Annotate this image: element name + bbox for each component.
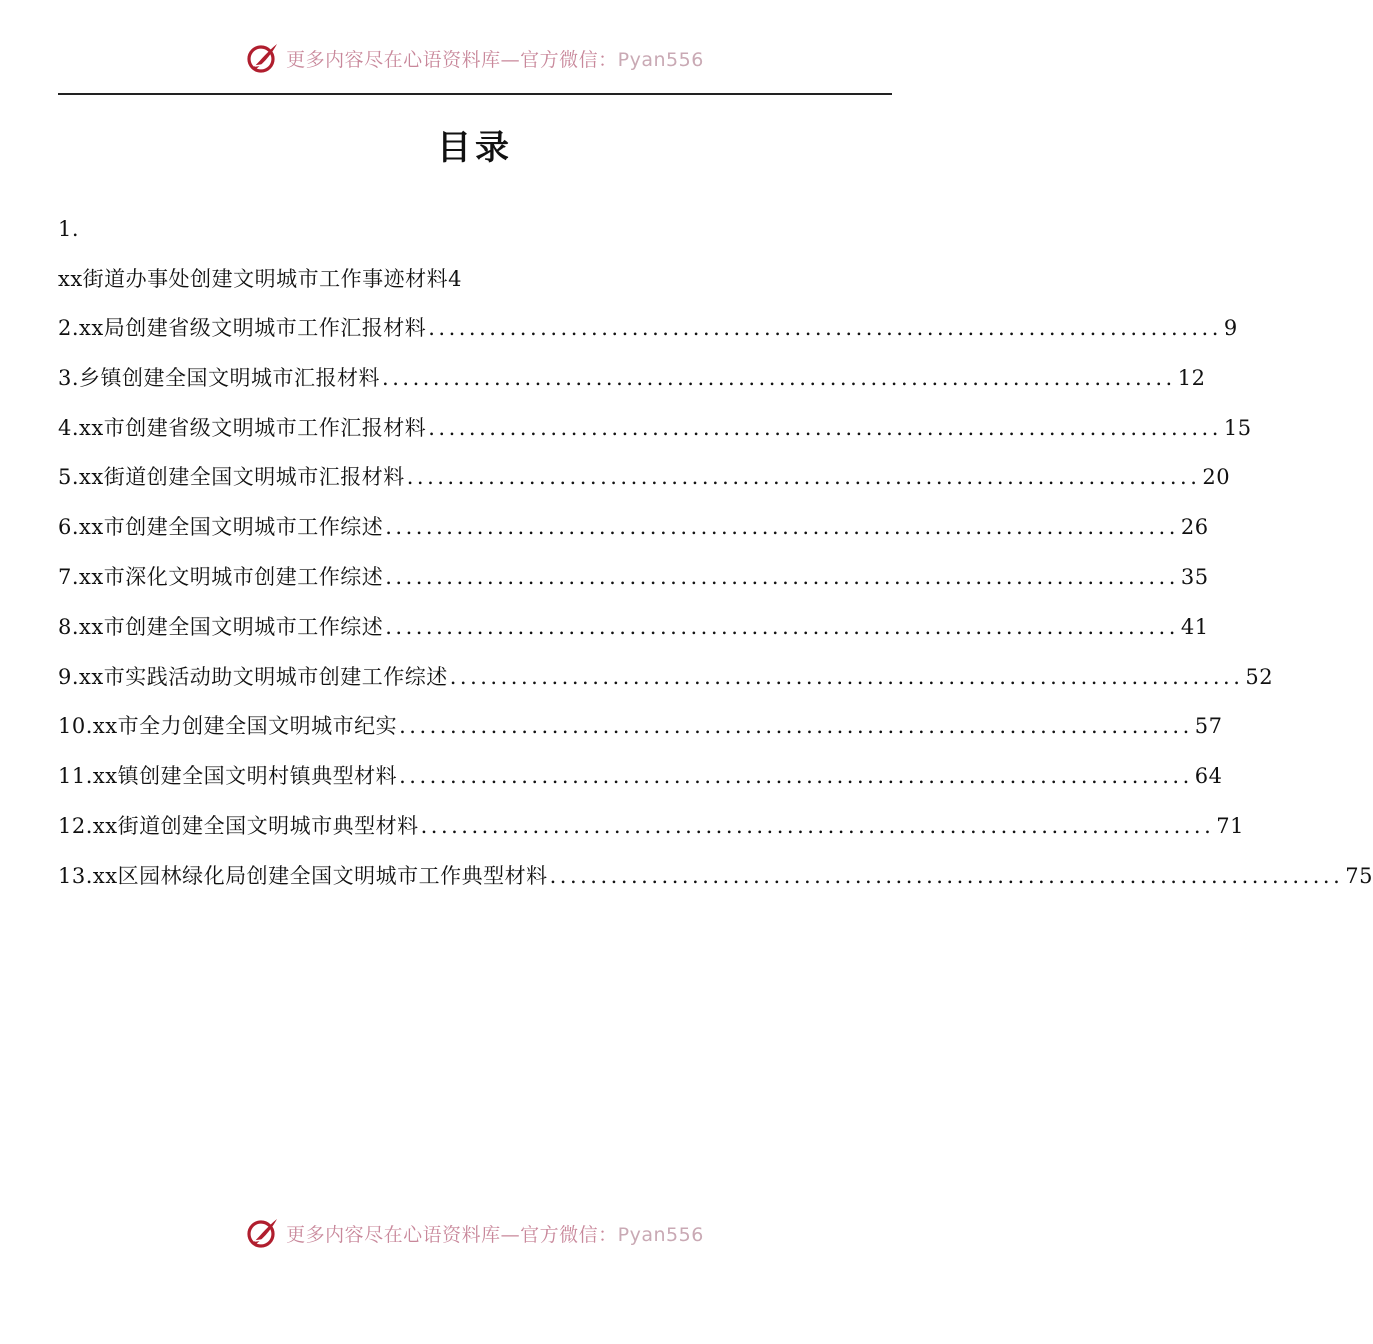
dot-leader: .............................................................................. — [399, 764, 1193, 789]
toc-entry[interactable] — [58, 404, 1252, 454]
quill-logo-icon — [246, 1216, 280, 1250]
toc-entry-page: 20 — [1202, 465, 1231, 490]
dot-leader: .............................................................................. — [385, 515, 1179, 540]
dot-leader: .............................................................................. — [428, 415, 1222, 440]
dot-leader: .............................................................................. — [385, 564, 1179, 589]
dot-leader: .............................................................................. — [549, 863, 1344, 888]
toc-entry-label: 3.乡镇创建全国文明城市汇报材料 — [58, 365, 381, 390]
page-title: 目录 — [437, 128, 513, 168]
toc-entry-label: 10.xx市全力创建全国文明城市纪实 — [58, 714, 398, 739]
toc-entry[interactable] — [58, 603, 1209, 653]
wechat-id: Pyan556 — [617, 1223, 704, 1246]
dot-leader: .............................................................................. — [399, 714, 1193, 739]
toc-entry-label: 9.xx市实践活动助文明城市创建工作综述 — [58, 664, 448, 689]
dot-leader: .............................................................................. — [420, 813, 1215, 838]
toc-entry-label: 6.xx市创建全国文明城市工作综述 — [58, 515, 384, 540]
footer-banner — [0, 1211, 950, 1255]
toc-entry[interactable] — [58, 702, 1223, 752]
toc-entry-label: 11.xx镇创建全国文明村镇典型材料 — [58, 764, 398, 789]
toc-entry[interactable] — [58, 752, 1223, 802]
dot-leader: .............................................................................. — [449, 664, 1244, 689]
dot-leader: .............................................................................. — [385, 614, 1179, 639]
toc-entry-label: 12.xx街道创建全国文明城市典型材料 — [58, 813, 419, 838]
toc-entry-page: 57 — [1194, 714, 1223, 739]
header-rule — [58, 93, 892, 95]
toc-entry[interactable] — [58, 852, 1373, 902]
toc-entry-page: 75 — [1345, 863, 1373, 888]
toc-entry[interactable] — [58, 453, 1231, 503]
dot-leader: .............................................................................. — [406, 465, 1201, 490]
header-banner-text: 更多内容尽在心语资料库—官方微信：Pyan556 — [286, 48, 704, 71]
toc-entry[interactable] — [58, 802, 1245, 852]
toc-entry-label: 2.xx局创建省级文明城市工作汇报材料 — [58, 316, 427, 340]
footer-banner-text: 更多内容尽在心语资料库—官方微信：Pyan556 — [286, 1223, 704, 1246]
toc-entry-label: 5.xx街道创建全国文明城市汇报材料 — [58, 465, 405, 490]
toc-entry[interactable] — [58, 653, 1274, 703]
toc-entry-page: 71 — [1216, 813, 1245, 838]
toc-entry-page: 9 — [1223, 316, 1238, 340]
header-banner — [0, 36, 950, 80]
toc-entry-label: 7.xx市深化文明城市创建工作综述 — [58, 564, 384, 589]
toc-entry-page: 52 — [1245, 664, 1274, 689]
toc-entry-page: 35 — [1180, 564, 1209, 589]
toc-entry[interactable] — [58, 553, 1209, 603]
table-of-contents — [58, 205, 1373, 902]
toc-entry-label: 8.xx市创建全国文明城市工作综述 — [58, 614, 384, 639]
toc-entry-label: 13.xx区园林绿化局创建全国文明城市工作典型材料 — [58, 863, 548, 888]
toc-entry-label: 4.xx市创建省级文明城市工作汇报材料 — [58, 415, 427, 440]
toc-entry-page: 26 — [1180, 515, 1209, 540]
dot-leader: .............................................................................. — [428, 316, 1222, 340]
toc-first-entry-number[interactable]: 1. — [58, 217, 80, 241]
toc-entry-page: 12 — [1177, 365, 1206, 390]
toc-entry[interactable] — [58, 304, 1238, 354]
dot-leader: .............................................................................. — [382, 365, 1176, 390]
toc-entry[interactable] — [58, 503, 1209, 553]
toc-entry-page: 64 — [1194, 764, 1223, 789]
toc-entry-page: 41 — [1180, 614, 1209, 639]
toc-entry-page: 15 — [1223, 415, 1252, 440]
toc-entry[interactable] — [58, 354, 1206, 404]
quill-logo-icon — [246, 41, 280, 75]
wechat-id: Pyan556 — [617, 48, 704, 71]
toc-first-entry-text[interactable]: xx街道办事处创建文明城市工作事迹材料4 — [58, 266, 463, 291]
